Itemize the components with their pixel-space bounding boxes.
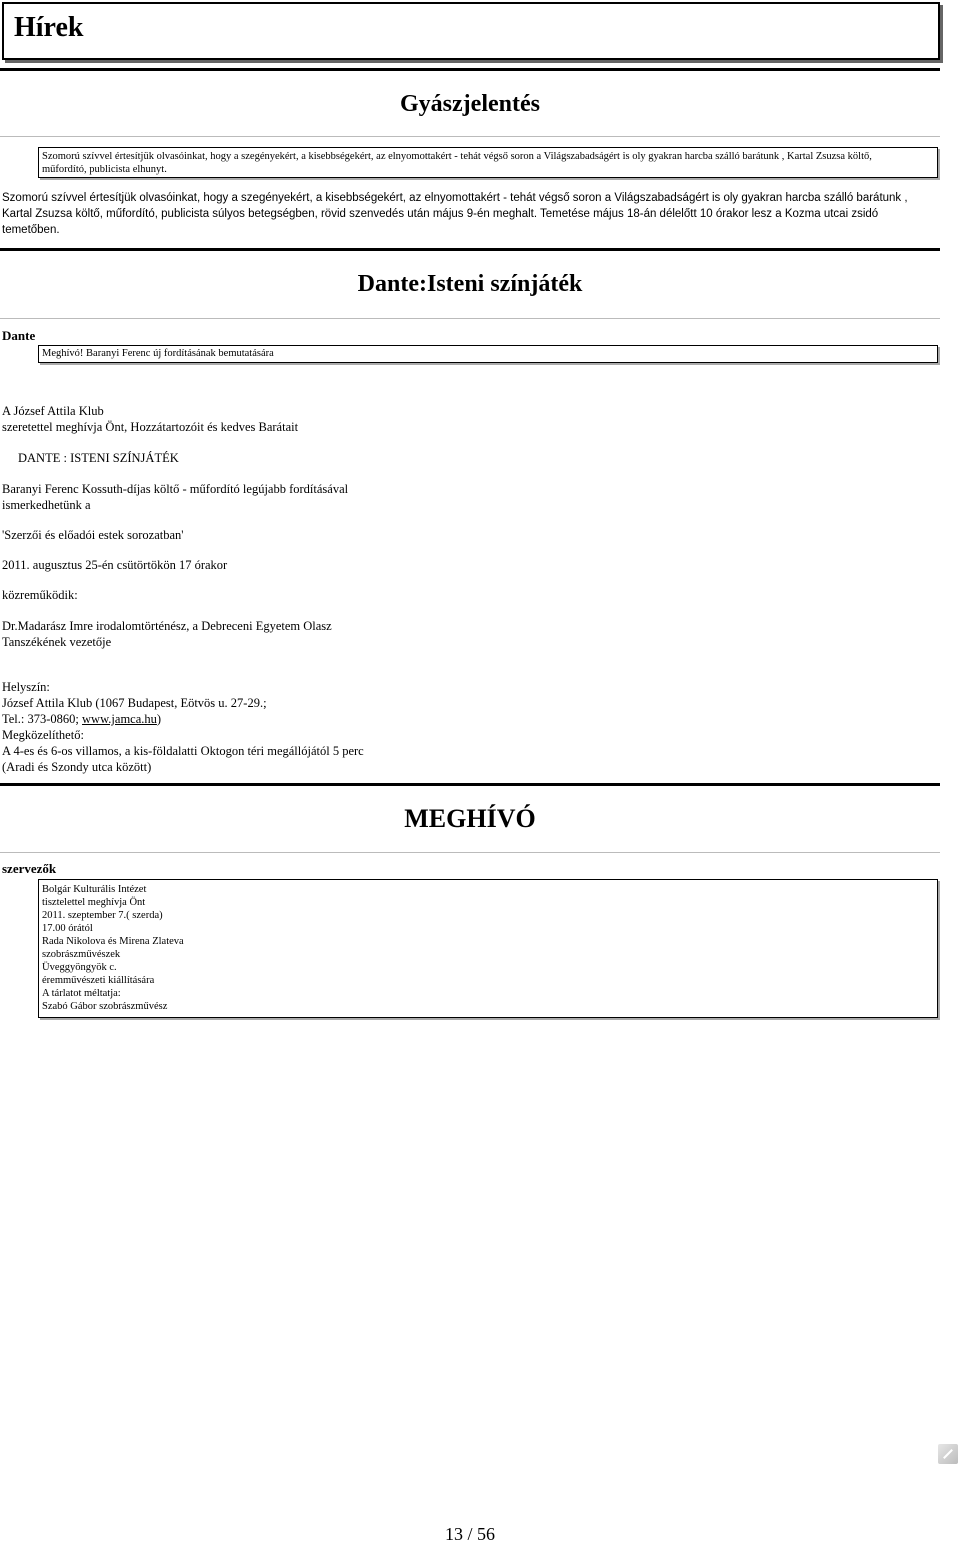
body-line: Szomorú szívvel értesítjük olvasóinkat, hogy a szegényekért, a kisebbségekért, az elnyomottakért - tehát végső soron a Világszabadságért is oly gyakran harcba szálló barátunk , [2, 192, 908, 204]
text-line: szeretettel meghívja Önt, Hozzátartozóit és kedves Barátait [2, 420, 299, 434]
section-label-organizers: szervezők [2, 861, 57, 876]
website-link[interactable]: www.jamca.hu [82, 712, 157, 726]
section-title-invitation: MEGHÍVÓ [404, 804, 536, 833]
body-line: temetőben. [2, 224, 60, 236]
section-label-dante: Dante [2, 328, 36, 343]
text-line: Tanszékének vezetője [2, 635, 112, 649]
text-line: 17.00 órától [42, 923, 93, 934]
text-line: József Attila Klub (1067 Budapest, Eötvös u. 27-29.; [2, 696, 267, 710]
text-line: A tárlatot méltatja: [42, 988, 121, 999]
divider [0, 783, 940, 786]
text-line: Szabó Gábor szobrászművész [42, 1001, 168, 1012]
text-line: Helyszín: [2, 680, 50, 694]
divider [0, 136, 940, 137]
edit-pen-icon[interactable] [938, 1444, 958, 1464]
dante-summary-box [38, 345, 938, 363]
page-header [2, 2, 940, 60]
text-line: tisztelettel meghívja Önt [42, 897, 146, 908]
dante-title-line: DANTE : ISTENI SZÍNJÁTÉK [18, 451, 179, 465]
text-line: Dr.Madarász Imre irodalomtörténész, a Debreceni Egyetem Olasz [2, 619, 332, 633]
organizers-box [38, 879, 938, 1018]
phone-text: Tel.: 373-0860; [2, 712, 83, 726]
page-number: 13 / 56 [444, 1524, 495, 1544]
divider [0, 68, 940, 71]
text-line: éremművészeti kiállítására [42, 975, 155, 986]
page-title: Hírek [14, 12, 84, 43]
divider [0, 852, 940, 853]
dante-venue [2, 679, 364, 775]
summary-line: Meghívó! Baranyi Ferenc új fordításának bemutatására [42, 348, 274, 359]
divider [0, 318, 940, 319]
obituary-body [2, 190, 932, 238]
text-line: Üveggyöngyök c. [42, 962, 117, 973]
text-line: 2011. szeptember 7.( szerda) [42, 910, 163, 921]
dante-series: 'Szerzői és előadói estek sorozatban' [2, 528, 184, 542]
section-title-obituary: Gyászjelentés [400, 91, 540, 117]
body-line: Kartal Zsuzsa költő, műfordító, publicista súlyos betegségben, rövid szenvedés után május 9-én meghalt. Temetése május 18-án délelőtt 10 órakor lesz a Kozma utcai zsidó [2, 208, 879, 220]
text-line: (Aradi és Szondy utca között) [2, 760, 152, 774]
section-title-dante: Dante:Isteni színjáték [357, 271, 583, 297]
dante-contrib-label: közreműködik: [2, 588, 78, 602]
text-line: szobrászművészek [42, 949, 121, 960]
summary-line: Szomorú szívvel értesítjük olvasóinkat, hogy a szegényekért, a kisebbségekért, az elnyomottakért - tehát végső soron a Világszabadságért is oly gyakran harcba szálló barátunk , Kartal Zsuzsa költő, [42, 151, 872, 162]
text-line: A 4-es és 6-os villamos, a kis-földalatti Oktogon téri megállójától 5 perc [2, 744, 364, 758]
dante-contributor [2, 618, 332, 650]
divider [0, 248, 940, 251]
text-line: Megközelíthető: [2, 728, 84, 742]
text-line: Baranyi Ferenc Kossuth-díjas költő - műfordító legújabb fordításával [2, 482, 349, 496]
obituary-summary-box [38, 147, 938, 178]
text-line: ismerkedhetünk a [2, 498, 91, 512]
text-line: Bolgár Kulturális Intézet [42, 884, 147, 895]
closing-paren: ) [156, 712, 162, 726]
text-line: Rada Nikolova és Mirena Zlateva [42, 936, 184, 947]
text-line: A József Attila Klub [2, 404, 104, 418]
dante-invitation [2, 403, 298, 435]
text-line [2, 711, 364, 727]
summary-line: műfordító, publicista elhunyt. [42, 164, 167, 175]
dante-date: 2011. augusztus 25-én csütörtökön 17 órakor [2, 558, 228, 572]
dante-translator [2, 481, 348, 513]
